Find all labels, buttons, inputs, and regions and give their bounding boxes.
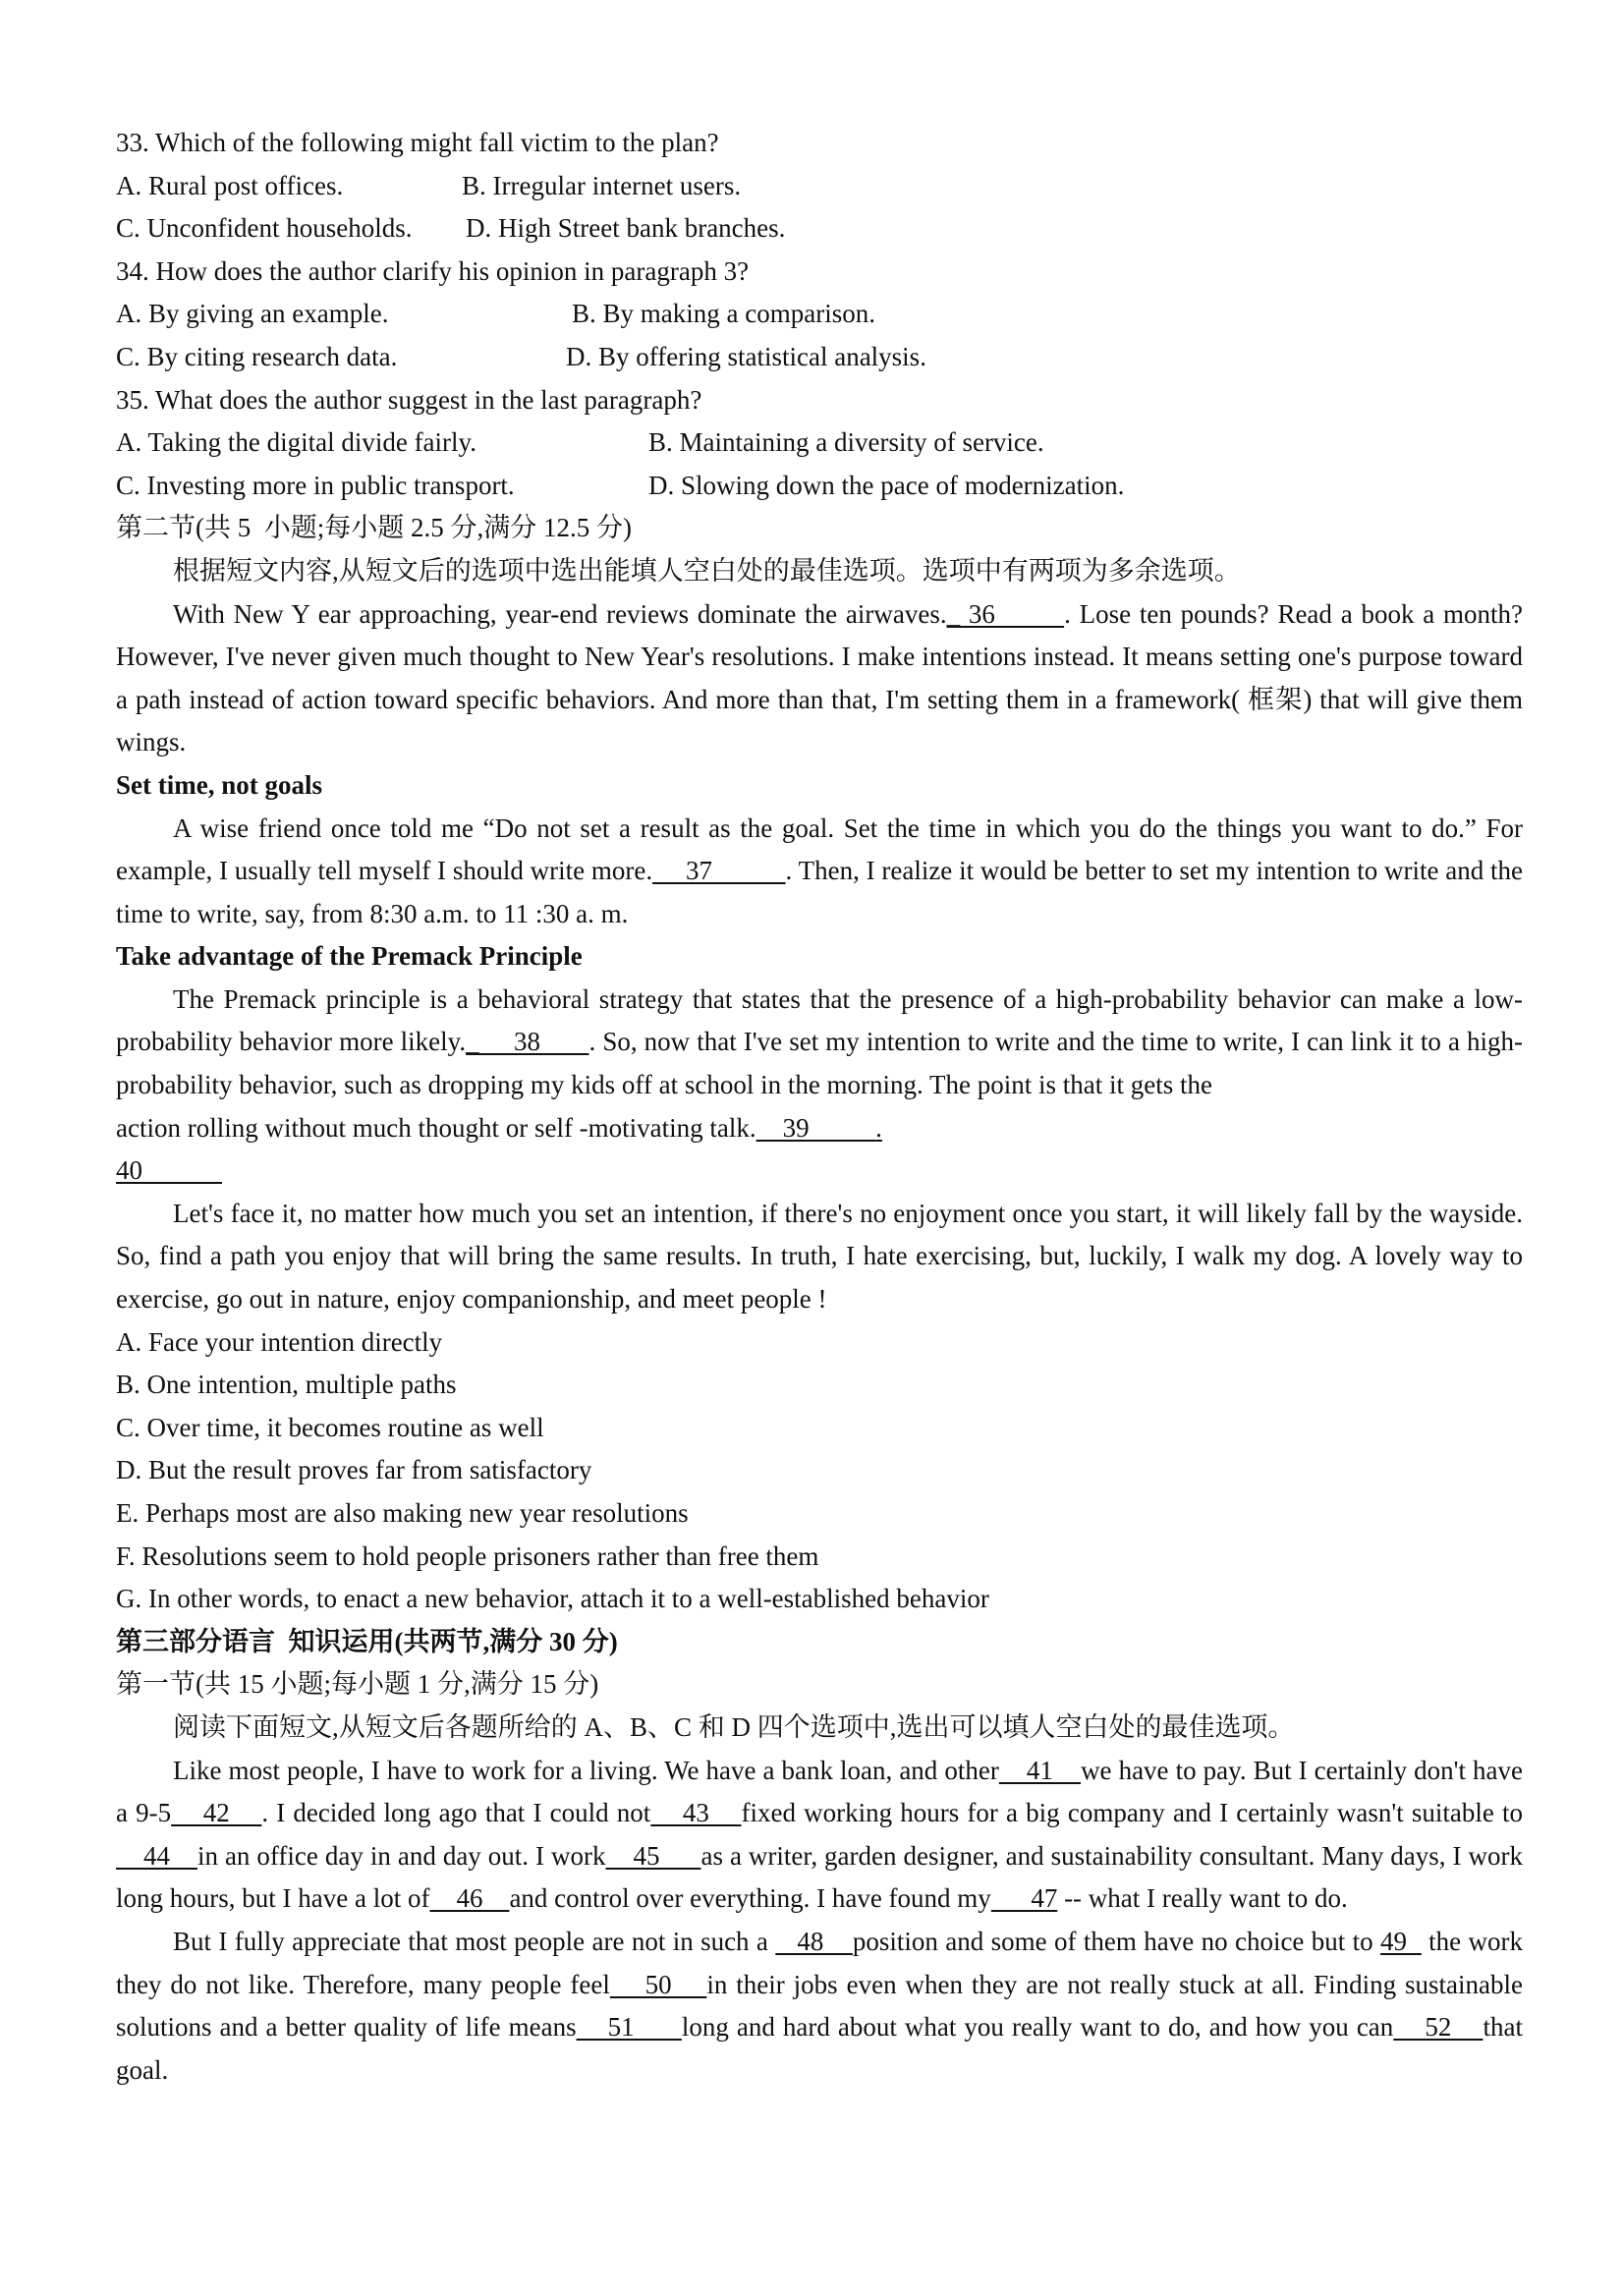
cloze-1-text-4: fixed working hours for a big company and I certainly wasn't suitable to — [741, 1798, 1523, 1828]
q34-option-b: B. By making a comparison. — [572, 299, 875, 329]
subheading-premack: Take advantage of the Premack Principle — [116, 941, 583, 972]
option-b: B. One intention, multiple paths — [116, 1370, 457, 1400]
paragraph-1-text-a: With New Y ear approaching, year-end reviews dominate the airwaves. — [173, 598, 947, 629]
paragraph-3-text-c: action rolling without much thought or self -motivating talk. — [116, 1112, 756, 1143]
option-c: C. Over time, it becomes routine as well — [116, 1412, 544, 1442]
blank-45: 45 — [605, 1840, 701, 1871]
cloze-paragraph-1 — [116, 1750, 1523, 1921]
blank-48: 48 — [775, 1926, 853, 1956]
blank-39: 39 — [756, 1112, 876, 1143]
question-34-options-row2 — [116, 336, 1523, 379]
blank-40-line — [116, 1149, 1523, 1193]
option-e: E. Perhaps most are also making new year resolutions — [116, 1498, 689, 1528]
cloze-2-text-2: position and some of them have no choice but to — [852, 1926, 1381, 1956]
q35-option-b: B. Maintaining a diversity of service. — [648, 427, 1044, 458]
q35-option-c: C. Investing more in public transport. — [116, 470, 515, 500]
cloze-1-text-2: we have to pay. But I certainly don't have a 9-5 — [116, 1755, 1524, 1828]
question-35-options-row1 — [116, 421, 1523, 465]
passage-paragraph-2 — [116, 808, 1523, 936]
blank-44: 44 — [116, 1840, 197, 1871]
paragraph-3-text-a: The Premack principle is a behavioral strategy that states that the presence of a high-probability behavior can make a low-probability behavior more likely. — [116, 983, 1523, 1057]
part-3-instruction: 阅读下面短文,从短文后各题所给的 A、B、C 和 D 四个选项中,选出可以填人空白处的最佳选项。 — [173, 1711, 1295, 1742]
q33-option-a: A. Rural post offices. — [116, 170, 344, 200]
q33-option-b: B. Irregular internet users. — [462, 170, 742, 200]
paragraph-3-end: . — [875, 1112, 882, 1143]
cloze-2-text-1: But I fully appreciate that most people are not in such a — [173, 1926, 776, 1956]
q34-option-d: D. By offering statistical analysis. — [566, 341, 926, 371]
option-d: D. But the result proves far from satisfactory — [116, 1455, 592, 1485]
blank-42: 42 — [171, 1798, 262, 1828]
blank-46: 46 — [429, 1883, 510, 1914]
blank-47: 47 — [990, 1883, 1058, 1914]
option-g: G. In other words, to enact a new behavior, attach it to a well-established behavior — [116, 1584, 989, 1614]
exam-page — [116, 122, 1523, 2092]
passage-paragraph-4: Let's face it, no matter how much you set an intention, if there's no enjoyment once you start, it will likely fall by the wayside. So, find a path you enjoy that will bring the same results. In truth, I hate exercising, but, luckily, I walk my dog. A lovely way to exercise, go out in nature, enjoy companionship, and meet people ! — [116, 1198, 1523, 1315]
blank-36: _ 36 — [946, 598, 1065, 629]
question-33-options-row1 — [116, 165, 1523, 208]
q35-option-d: D. Slowing down the pace of modernization. — [648, 470, 1125, 500]
cloze-1-text-3: . I decided long ago that I could not — [261, 1798, 651, 1828]
question-34-options-row1 — [116, 293, 1523, 336]
passage-paragraph-3 — [116, 979, 1523, 1107]
blank-43: 43 — [650, 1798, 742, 1828]
question-33-options-row2 — [116, 207, 1523, 251]
question-35-options-row2 — [116, 465, 1523, 508]
blank-50: 50 — [609, 1969, 707, 1999]
question-34-stem: 34. How does the author clarify his opinion in paragraph 3? — [116, 255, 750, 286]
blank-38: _ 38 — [466, 1027, 589, 1057]
cloze-2-text-5: long and hard about what you really want to do, and how you can — [681, 2012, 1394, 2043]
question-33-stem: 33. Which of the following might fall victim to the plan? — [116, 128, 719, 157]
blank-37: 37 — [652, 856, 786, 886]
paragraph-3-text-b: . So, now that I've set my intention to write and the time to write, I can link it to a high-probability behavior, such as dropping my kids off at school in the morning. The point is that it gets the — [116, 1027, 1523, 1100]
cloze-2-text-6: that goal. — [116, 2012, 1524, 2085]
subheading-set-time: Set time, not goals — [116, 769, 322, 800]
q35-option-a: A. Taking the digital divide fairly. — [116, 427, 477, 458]
option-a: A. Face your intention directly — [116, 1326, 443, 1357]
cloze-1-text-5: in an office day in and day out. I work — [196, 1840, 606, 1871]
blank-51: 51 — [576, 2012, 682, 2043]
blank-40: 40 — [116, 1155, 222, 1186]
blank-52: 52 — [1393, 2012, 1483, 2043]
q33-option-c: C. Unconfident households. — [116, 213, 413, 244]
passage-paragraph-3-continued — [116, 1107, 1523, 1150]
blank-49: 49 — [1380, 1926, 1422, 1956]
cloze-1-text-6: as a writer, garden designer, and sustainability consultant. Many days, I work long hours, but I have a lot of — [116, 1840, 1524, 1914]
paragraph-2-text-a: A wise friend once told me “Do not set a result as the goal. Set the time in which you do the things you want to do.” For example, I usually tell myself I should write more. — [116, 812, 1523, 886]
question-35-stem: 35. What does the author suggest in the last paragraph? — [116, 384, 702, 415]
section-2-heading: 第二节(共 5 小题;每小题 2.5 分,满分 12.5 分) — [116, 513, 632, 543]
part-3-heading: 第三部分语言 知识运用(共两节,满分 30 分) — [116, 1626, 618, 1656]
cloze-1-text-7: and control over everything. I have found my — [509, 1883, 991, 1914]
cloze-2-text-4: in their jobs even when they are not really stuck at all. Finding sustainable solutions and a better quality of life means — [116, 1969, 1524, 2043]
part-3-section-1-heading: 第一节(共 15 小题;每小题 1 分,满分 15 分) — [116, 1669, 599, 1700]
cloze-2-text-3: the work they do not like. Therefore, many people feel — [116, 1926, 1524, 1999]
q33-option-d: D. High Street bank branches. — [466, 213, 786, 244]
option-f: F. Resolutions seem to hold people prisoners rather than free them — [116, 1540, 819, 1571]
passage-paragraph-1 — [116, 593, 1523, 764]
cloze-paragraph-2 — [116, 1921, 1523, 2092]
section-2-instruction: 根据短文内容,从短文后的选项中选出能填人空白处的最佳选项。选项中有两项为多余选项。 — [173, 555, 1241, 586]
cloze-1-text-1: Like most people, I have to work for a living. We have a bank loan, and other — [173, 1755, 999, 1785]
q34-option-c: C. By citing research data. — [116, 341, 398, 371]
paragraph-2-text-b: . Then, I realize it would be better to set my intention to write and the time to write, say, from 8:30 a.m. to 11 :30 a. m. — [116, 856, 1524, 928]
paragraph-1-text-b: . Lose ten pounds? Read a book a month? However, I've never given much thought to New Year's resolutions. I make intentions instead. It means setting one's purpose toward a path instead of action toward specific behaviors. And more than that, I'm setting them in a framework( 框架) that will give them wings. — [116, 598, 1523, 757]
q34-option-a: A. By giving an example. — [116, 299, 389, 329]
cloze-1-text-8: -- what I really want to do. — [1064, 1883, 1348, 1914]
blank-41: 41 — [998, 1755, 1082, 1785]
